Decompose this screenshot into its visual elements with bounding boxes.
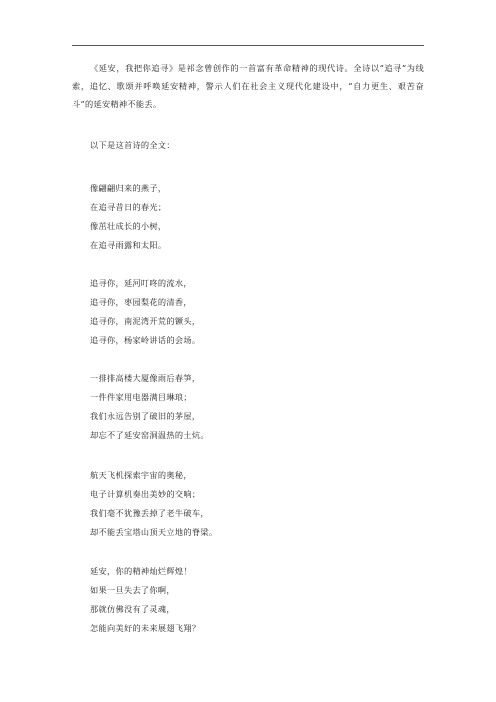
- poem-stanza-1: [90, 179, 410, 255]
- poem-line: 在追寻雨露和太阳。: [90, 240, 167, 250]
- poem-line: 像翩翩归来的燕子，: [90, 183, 167, 193]
- poem-line: 追寻你，杨家岭讲话的会场。: [90, 335, 201, 345]
- poem-line: 电子计算机奏出美妙的交响；: [90, 489, 201, 499]
- poem-line: 我们毫不犹豫丢掉了老牛破车，: [90, 508, 209, 518]
- poem-line: 怎能向美好的未来展翅飞翔？: [90, 623, 201, 633]
- poem-line: 航天飞机探索宇宙的奥秘，: [90, 470, 192, 480]
- poem-stanza-3: [90, 369, 410, 445]
- poem-stanza-2: [90, 274, 410, 350]
- poem-line: 延安，你的精神灿烂辉煌！: [90, 566, 192, 576]
- intro-paragraph: 《延安，我把你追寻》是祁念曾创作的一首富有革命精神的现代诗。全诗以“追寻”为线索，追忆、歌颂并呼唤延安精神，警示人们在社会主义现代化建设中，“自力更生、艰苦奋斗”的延安精神不能丢。: [72, 63, 424, 109]
- header-rule: [72, 45, 424, 46]
- poem-line: 追寻你，枣园梨花的清香，: [90, 297, 192, 307]
- poem-line: 一件件家用电器满目琳琅；: [90, 392, 192, 402]
- poem-lead-text: 以下是这首诗的全文：: [90, 140, 175, 150]
- poem-line: 却不能丢宝塔山顶天立地的脊梁。: [90, 527, 218, 537]
- poem-line: 却忘不了延安窑洞温热的土炕。: [90, 430, 209, 440]
- poem-line: 追寻你，南泥湾开荒的镢头，: [90, 316, 201, 326]
- poem-line: 像茁壮成长的小树，: [90, 221, 167, 231]
- poem-stanza-4: [90, 466, 410, 542]
- poem-line: 在追寻昔日的春光；: [90, 202, 167, 212]
- poem-line: 我们永远告别了破旧的茅屋，: [90, 411, 201, 421]
- poem-line: 追寻你，延河叮咚的流水，: [90, 278, 192, 288]
- poem-stanza-5: [90, 562, 410, 638]
- poem-line: 一排排高楼大厦像雨后春笋，: [90, 373, 201, 383]
- poem-line: 那就仿佛没有了灵魂，: [90, 604, 175, 614]
- poem-line: 如果一旦失去了你啊，: [90, 585, 175, 595]
